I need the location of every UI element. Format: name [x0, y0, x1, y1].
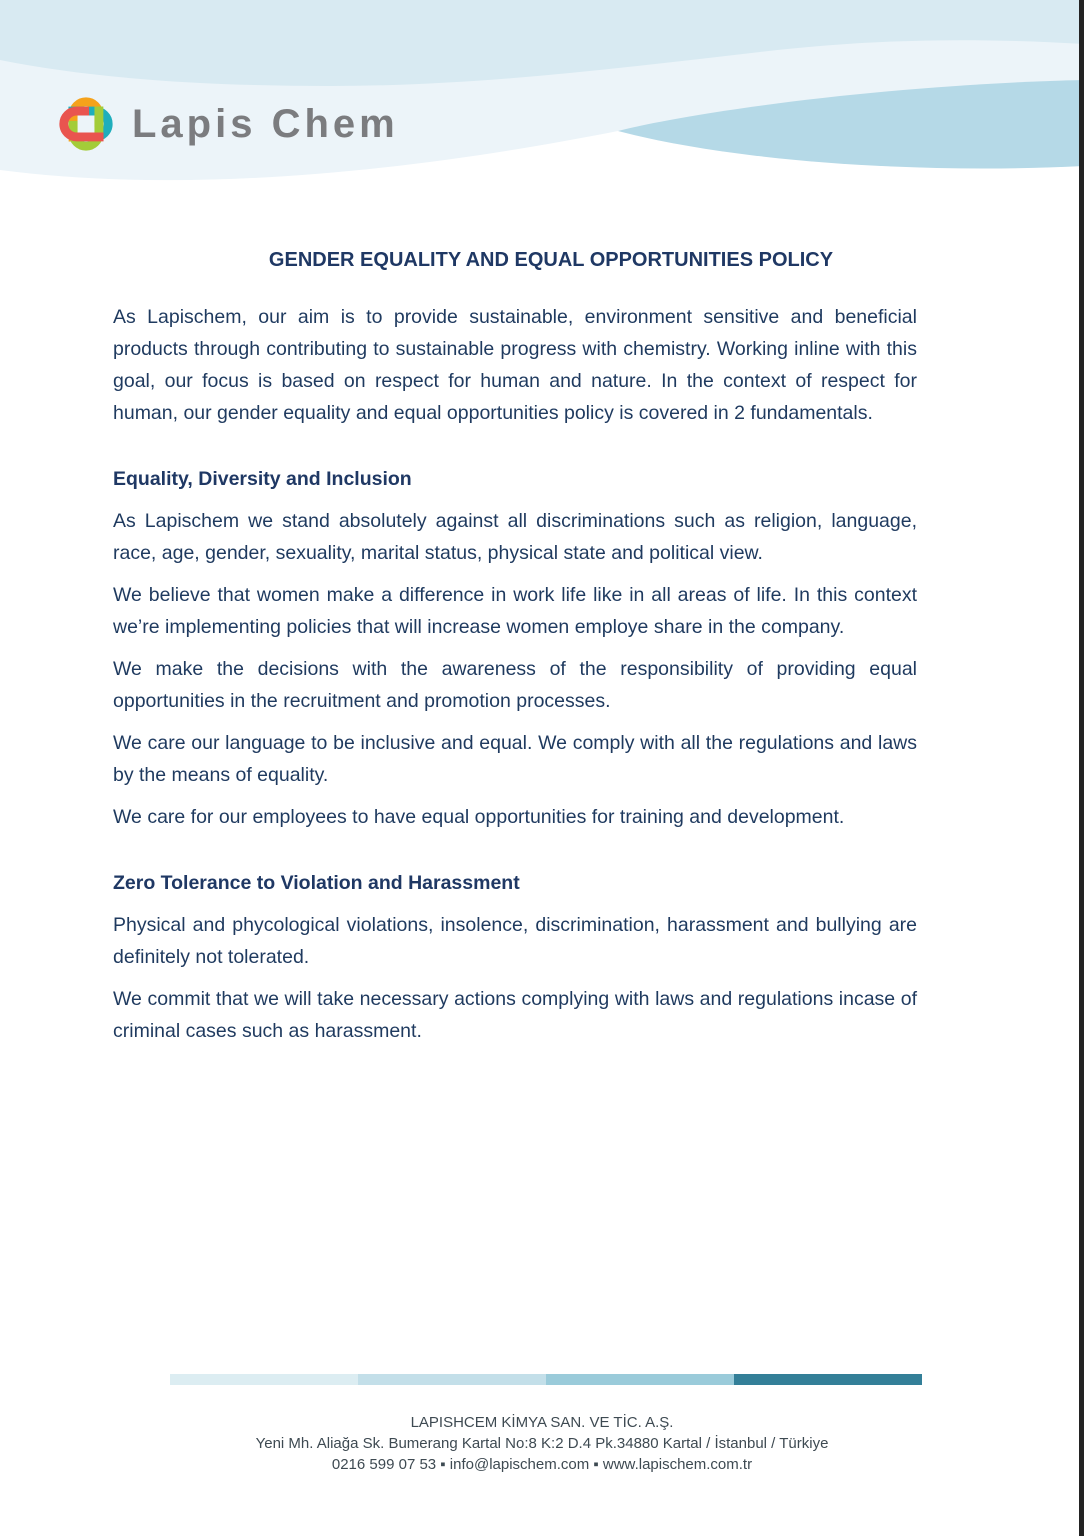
section-heading: Zero Tolerance to Violation and Harassment [113, 872, 520, 894]
footer-bar-segment [170, 1374, 358, 1385]
footer [0, 1412, 1084, 1475]
document-content [113, 245, 917, 1057]
footer-bar-segment [734, 1374, 922, 1385]
footer-address: Yeni Mh. Aliağa Sk. Bumerang Kartal No:8 K:2 D.4 Pk.34880 Kartal / İstanbul / Türkiye [255, 1435, 829, 1452]
section-paragraph: As Lapischem we stand absolutely against all discriminations such as religion, language, race, age, gender, sexuality, marital status, physical state and political view. [113, 510, 917, 564]
footer-color-bar [170, 1374, 922, 1385]
section-heading: Equality, Diversity and Inclusion [113, 468, 412, 490]
section-paragraph: We care our language to be inclusive and equal. We comply with all the regulations and laws by the means of equality. [113, 732, 917, 786]
logo-wordmark: Lapis Chem [132, 101, 399, 146]
section-paragraph: We make the decisions with the awareness of the responsibility of providing equal opportunities in the recruitment and promotion processes. [113, 658, 917, 712]
document-title: GENDER EQUALITY AND EQUAL OPPORTUNITIES POLICY [268, 249, 834, 271]
logo [54, 92, 399, 156]
intro-paragraph: As Lapischem, our aim is to provide sustainable, environment sensitive and beneficial products through contributing to sustainable progress with chemistry. Working inline with this goal, our focus is based on respect for human and nature. In the context of respect for human, our gender equality and equal opportunities policy is covered in 2 fundamentals. [113, 306, 917, 424]
section-paragraph: Physical and phycological violations, insolence, discrimination, harassment and bullying are definitely not tolerated. [113, 914, 917, 968]
footer-bar-segment [546, 1374, 734, 1385]
section-paragraph: We commit that we will take necessary actions complying with laws and regulations incase of criminal cases such as harassment. [113, 988, 917, 1042]
lapischem-chain-icon [54, 92, 118, 156]
footer-bar-segment [358, 1374, 546, 1385]
section-paragraph: We care for our employees to have equal opportunities for training and development. [113, 806, 845, 828]
footer-company-name: LAPISHCEM KİMYA SAN. VE TİC. A.Ş. [410, 1414, 674, 1431]
sections [113, 463, 917, 1047]
section-paragraph: We believe that women make a difference in work life like in all areas of life. In this context we’re implementing policies that will increase women employe share in the company. [113, 584, 917, 638]
page-edge-line [1079, 0, 1084, 1536]
footer-contact: 0216 599 07 53 ▪ info@lapischem.com ▪ www.lapischem.com.tr [331, 1456, 753, 1473]
